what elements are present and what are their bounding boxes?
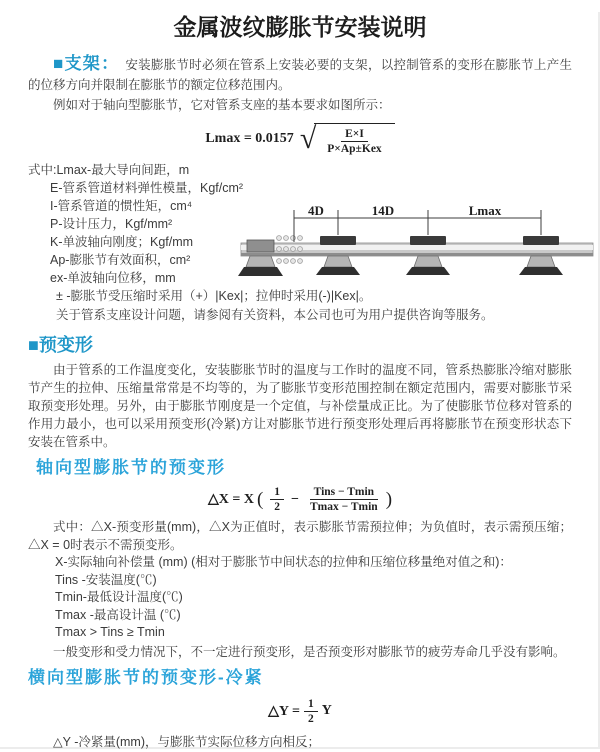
support-paragraph [28,54,572,95]
predeform-section-header: ■预变形 [28,335,93,355]
temperature-fraction [306,485,382,514]
lmax-fraction [323,127,385,156]
dim-label-14d: 14D [371,203,395,218]
temp-denominator: Tmax − Tmin [310,501,378,513]
dx-where-text: 式中：△X-预变形量(mm)，△X为正值时，表示膨胀节需预拉伸；为负值时，表示需预压缩；△X = 0时表示不需预变形。 [28,520,572,552]
dim-label-lmax: Lmax [468,203,502,218]
temp-numerator: Tins − Tmin [310,485,378,500]
lmax-numerator: E×I [341,127,368,142]
predeform-body-text: 由于管系的工作温度变化，安装膨胀节时的温度与工作时的温度不同，管系热膨胀冷缩对膨胀节产生的拉伸、压缩量常常是不均等的，为了膨胀节变形范围控制在额定范围内，需要对膨胀节采取预变形处理。另外，由于膨胀节刚度是一个定值，与补偿量成正比。为了使膨胀节位移对管系的作用力最小，也可以采用预变形(冷紧)方让对膨胀节进行预变形处理后再将膨胀节在预变形状态下安装在管系中。 [28,363,572,449]
dy-half-fraction [304,697,318,726]
sqrt-radicand [314,123,394,156]
definition-line: I-管系管道的惯性矩，cm⁴ [50,199,193,213]
support-example-text: 例如对于轴向型膨胀节，它对管系支座的基本要求如图所示： [53,98,391,112]
axial-predeform-heading: 轴向型膨胀节的预变形 [36,458,226,477]
consulting-note: 关于管系支座设计问题，请参阅有关资料，本公司也可为用户提供咨询等服务。 [56,308,494,322]
pipe-support-diagram [238,205,598,305]
minus-operator: − [291,491,299,507]
pipe-support-diagram-svg [238,205,598,305]
x-definition-line: X-实际轴向补偿量 (mm) (相对于膨胀节中间状态的拉伸和压缩位移量绝对值之和)： [55,555,512,569]
definition-line: Ap-膨胀节有效面积，cm² [50,253,191,267]
support-section-marker: ■支架： [53,54,120,73]
tmin-definition-line: Tmin-最低设计温度(℃) [55,590,183,604]
definition-line: P-设计压力，Kgf/mm² [50,217,173,231]
half-fraction [270,485,284,514]
lateral-predeform-formula [0,697,600,726]
lateral-predeform-heading: 横向型膨胀节的预变形-冷紧 [28,667,264,687]
axial-predeform-formula [0,485,600,514]
lmax-denominator: P×Ap±Kex [327,143,382,155]
lateral-note-text: △Y -冷紧量(mm)，与膨胀节实际位移方向相反； [53,734,321,749]
tmax-definition-line: Tmax -最高设计温 (℃) [55,607,181,622]
dy-half-denominator: 2 [307,712,314,725]
definition-line: 式中:Lmax-最大导向间距，m [28,163,190,177]
lmax-formula [0,121,600,156]
definition-line-plusminus: ± -膨胀节受压缩时采用（+）|Kex|；拉伸时采用(-)|Kex|。 [56,289,372,303]
dy-formula-lhs: △Y = [268,703,300,719]
half-denominator: 2 [274,501,281,513]
axial-note-text: 一般变形和受力情况下，不一定进行预变形，是否预变形对膨胀节的疲劳寿命几乎没有影响。 [53,644,566,659]
open-paren: ( [256,488,264,510]
temperature-relation-line: Tmax > Tins ≥ Tmin [55,625,165,639]
dx-formula-lhs: △X = X [207,492,254,507]
definition-line: E-管系管道材料弹性模量，Kgf/cm² [50,181,244,195]
close-paren: ) [385,488,393,510]
support-intro-text: 安装膨胀节时必须在管系上安装必要的支架，以控制管系的变形在膨胀节上产生的位移方向并限制在膨胀节的额定位移范围内。 [28,58,572,92]
page-title: 金属波纹膨胀节安装说明 [173,14,427,40]
tins-definition-line: Tins -安装温度(℃) [55,572,157,587]
dy-half-numerator: 1 [304,697,318,712]
dy-formula-rhs: Y [321,703,332,718]
lmax-formula-lhs: Lmax = 0.0157 [205,130,294,146]
dim-label-4d: 4D [308,203,324,218]
sqrt-symbol: √ [299,121,317,155]
definition-line: K-单波轴向刚度；Kgf/mm [50,235,194,249]
document-page [0,12,600,749]
definition-line: ex-单波轴向位移，mm [50,271,176,285]
half-numerator: 1 [270,485,284,500]
